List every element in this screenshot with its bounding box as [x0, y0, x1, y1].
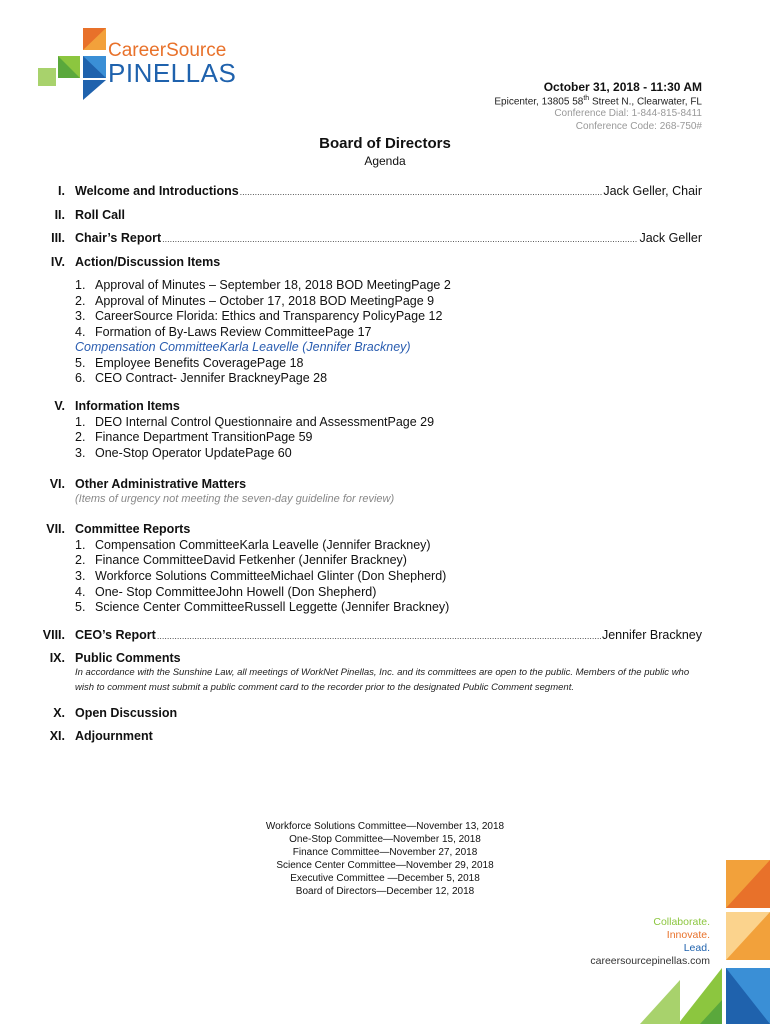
meeting-date: October 31, 2018 - 11:30 AM [543, 80, 702, 94]
schedule-line: Workforce Solutions Committee—November 13, 2018 [265, 821, 505, 832]
section-title: Open Discussion [75, 706, 178, 720]
section-title: Chair’s Report [75, 231, 162, 245]
section-number: IV. [50, 255, 65, 269]
list-item: 5. Science Center Committee Russell Leggette (Jennifer Brackney) [75, 600, 450, 614]
section-number: VII. [46, 522, 65, 536]
schedule-line: One-Stop Committee—November 15, 2018 [289, 834, 481, 845]
public-comment-note: In accordance with the Sunshine Law, all meetings of WorkNet Pinellas, Inc. and its committees are open to the public. Members of the public who wish to comment must submit a public comment card to the recorder prior to the designated Public Comment segment. [75, 667, 690, 693]
list-item: 6. CEO Contract- Jennifer Brackney Page 28 [75, 371, 328, 385]
section-number: V. [54, 399, 65, 413]
section-number: IX. [49, 651, 65, 665]
schedule-line: Executive Committee —December 5, 2018 [290, 873, 480, 884]
section-number: III. [51, 231, 65, 245]
section-title: Other Administrative Matters [75, 477, 247, 491]
brand-name-top: CareerSource [108, 40, 227, 61]
section-title: Action/Discussion Items [75, 255, 221, 269]
list-item: 4. Formation of By-Laws Review Committee Page 17 [75, 325, 372, 339]
address-part-a: Epicenter, 13805 58 [494, 96, 584, 108]
section-title: CEO’s Report [75, 628, 156, 642]
section-title: Roll Call [75, 208, 126, 222]
website-link[interactable]: careersourcepinellas.com [590, 955, 710, 967]
section-number: II. [54, 208, 65, 222]
section-title: Public Comments [75, 651, 181, 665]
schedule-line: Finance Committee—November 27, 2018 [292, 847, 478, 858]
section-number: VI. [49, 477, 65, 491]
section-presenter: Jack Geller [639, 231, 702, 245]
conference-code: Conference Code: 268-750# [575, 121, 702, 132]
section-note: (Items of urgency not meeting the seven-day guideline for review) [75, 493, 395, 505]
brand-name-bottom: PINELLAS [108, 58, 237, 88]
schedule-line: Board of Directors—December 12, 2018 [295, 886, 475, 897]
tagline-lead: Lead. [683, 942, 710, 954]
list-item: 1. Approval of Minutes – September 18, 2018 BOD Meeting Page 2 [75, 278, 451, 292]
decorative-corner-graphic [620, 860, 770, 1024]
list-item: 1. DEO Internal Control Questionnaire and Assessment Page 29 [75, 415, 435, 429]
section-title: Welcome and Introductions [75, 184, 239, 198]
section-title: Adjournment [75, 729, 153, 743]
section-number: I. [58, 184, 65, 198]
section-number: XI. [49, 729, 65, 743]
list-item: 1. Compensation Committee Karla Leavelle (Jennifer Brackney) [75, 538, 431, 552]
address-sup: th [583, 95, 590, 102]
tagline-innovate: Innovate. [666, 929, 710, 941]
list-item: 2. Finance Department Transition Page 59 [75, 430, 313, 444]
address-part-b: Street N., Clearwater, FL [589, 96, 702, 108]
section-presenter: Jennifer Brackney [601, 628, 702, 642]
document-subtitle: Agenda [364, 154, 406, 168]
section-number: X. [53, 706, 65, 720]
meeting-address [494, 95, 702, 107]
tagline-collaborate: Collaborate. [653, 916, 710, 928]
section-title: Information Items [75, 399, 180, 413]
list-item: 3. One-Stop Operator Update Page 60 [75, 446, 292, 460]
section-number: VIII. [42, 628, 65, 642]
conference-dial: Conference Dial: 1-844-815-8411 [554, 108, 702, 119]
list-item-subitem: Compensation Committee Karla Leavelle (Jennifer Brackney) [75, 340, 411, 354]
list-item: 3. CareerSource Florida: Ethics and Transparency Policy Page 12 [75, 309, 443, 323]
list-item: 3. Workforce Solutions Committee Michael Glinter (Don Shepherd) [75, 569, 447, 583]
list-item: 4. One- Stop Committee John Howell (Don Shepherd) [75, 585, 377, 599]
section-title: Committee Reports [75, 522, 191, 536]
list-item: 5. Employee Benefits Coverage Page 18 [75, 356, 304, 370]
document-title: Board of Directors [319, 135, 451, 152]
schedule-line: Science Center Committee—November 29, 2018 [276, 860, 494, 871]
section-presenter: Jack Geller, Chair [603, 184, 702, 198]
list-item: 2. Finance Committee David Fetkenher (Jennifer Brackney) [75, 553, 407, 567]
list-item: 2. Approval of Minutes – October 17, 2018 BOD Meeting Page 9 [75, 294, 435, 308]
